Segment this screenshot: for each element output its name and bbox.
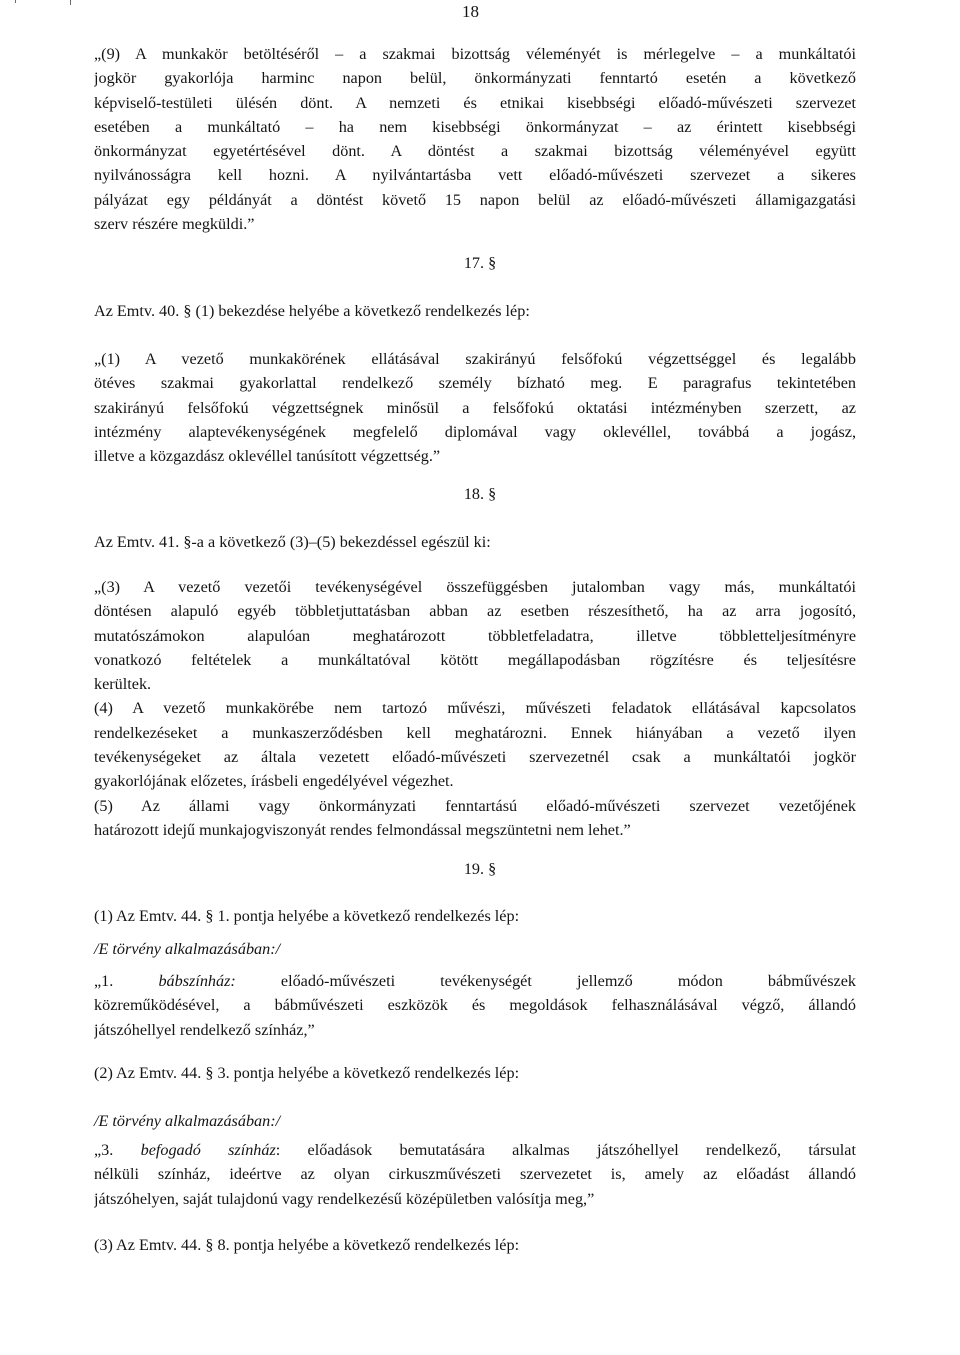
- text-line: döntésen alapuló egyéb többletjuttatásban abban az esetben részesíthető, ha az arra jogosító,: [94, 602, 856, 621]
- section-intro-19-1: (1) Az Emtv. 44. § 1. pontja helyébe a következő rendelkezés lép:: [94, 907, 520, 925]
- context-note: /E törvény alkalmazásában:/: [94, 1112, 281, 1130]
- text-line: mutatószámokon alapulóan meghatározott többletfeladatra, illetve többletteljesítményre: [94, 626, 856, 645]
- quote-definition-3: [94, 1138, 856, 1211]
- quote-paragraph-17-1: [94, 347, 856, 468]
- section-intro-19-3: (3) Az Emtv. 44. § 8. pontja helyébe a következő rendelkezés lép:: [94, 1236, 520, 1254]
- section-heading-18: 18. §: [463, 485, 497, 503]
- text-line: (5) Az állami vagy önkormányzati fenntartású előadó-művészeti szervezet vezetőjének: [94, 796, 856, 815]
- quote-paragraph-18: [94, 575, 856, 842]
- text-line: ötéves szakmai gyakorlattal rendelkező személy bízható meg. E paragrafus tekintetében: [94, 374, 856, 393]
- text-line: játszóhellyel rendelkező színház,”: [94, 1020, 315, 1039]
- quote-paragraph-9: [94, 42, 856, 236]
- section-heading-17: 17. §: [463, 254, 497, 272]
- text-line: (4) A vezető munkakörébe nem tartozó művészi, művészeti feladatok ellátásával kapcsolatos: [94, 699, 856, 718]
- text-line: „(9) A munkakör betöltéséről – a szakmai bizottság véleményét is mérlegelve – a munkáltatói: [94, 45, 856, 63]
- section-heading-19: 19. §: [463, 860, 497, 878]
- section-intro-18: Az Emtv. 41. §-a a következő (3)–(5) bekezdéssel egészül ki:: [94, 533, 491, 551]
- scan-mark: [15, 0, 16, 3]
- text-line: „1. bábszínház: előadó-művészeti tevékenységét jellemző módon bábművészek: [94, 972, 856, 990]
- text-line: határozott idejű munkajogviszonyát rendes felmondással megszüntetni nem lehet.”: [94, 820, 631, 839]
- defined-term: bábszínház:: [158, 972, 236, 990]
- text-line: nyilvánosságra kell hozni. A nyilvántartásba vett előadó-művészeti szervezet a sikeres: [94, 166, 856, 185]
- text-line: tevékenységeket az általa vezetett előadó-művészeti szervezetnél csak a munkáltatói jogkör: [94, 748, 856, 767]
- text-line: pályázat egy példányát a döntést követő 15 napon belül az előadó-művészeti államigazgatási: [94, 190, 856, 209]
- text-line: szerv részére megküldi.”: [94, 215, 255, 234]
- context-note: /E törvény alkalmazásában:/: [94, 940, 281, 958]
- text-line: illetve a közgazdász oklevéllel tanúsított végzettség.”: [94, 447, 441, 466]
- page-number: 18: [462, 2, 479, 21]
- text-line: intézmény alaptevékenységének megfelelő diplomával vagy oklevéllel, továbbá a jogász,: [94, 422, 856, 441]
- text-line: kerültek.: [94, 675, 152, 694]
- text-line: jogkör gyakorlója harminc napon belül, önkormányzati fenntartó esetén a következő: [94, 69, 856, 88]
- text-line: esetében a munkáltató – ha nem kisebbségi önkormányzat – az érintett kisebbségi: [94, 117, 856, 136]
- text-line: „(3) A vezető vezetői tevékenységével összefüggésben jutalomban vagy más, munkáltatói: [94, 578, 856, 596]
- scan-mark: [70, 0, 71, 5]
- text-line: nélküli színház, ideértve az olyan cirkuszművészeti szervezetet is, amely az előadást állandó: [94, 1165, 856, 1184]
- text-line: „(1) A vezető munkakörének ellátásával szakirányú felsőfokú végzettséggel és legalább: [94, 350, 856, 368]
- text-line: szakirányú felsőfokú végzettségnek minősül a felsőfokú oktatási intézményben szerzett, az: [94, 398, 856, 417]
- quote-definition-1: [94, 969, 856, 1042]
- text-line: vonatkozó feltételek a munkáltatóval kötött megállapodásban rögzítésre és teljesítésre: [94, 650, 856, 669]
- section-intro-17: Az Emtv. 40. § (1) bekezdése helyébe a következő rendelkezés lép:: [94, 302, 530, 320]
- text-line: gyakorlójának előzetes, írásbeli engedélyével végezhet.: [94, 772, 454, 791]
- text-line: önkormányzat egyetértésével dönt. A döntést a szakmai bizottság véleményével együtt: [94, 142, 856, 161]
- text-line: közreműködésével, a bábművészeti eszközök és megoldások felhasználásával végző, állandó: [94, 996, 856, 1015]
- defined-term: befogadó színház: [140, 1141, 276, 1159]
- text-line: képviselő-testületi ülésén dönt. A nemzeti és etnikai kisebbségi előadó-művészeti szervezet: [94, 93, 856, 112]
- text-line: játszóhelyen, saját tulajdonú vagy rendelkezésű középületben valósítja meg,”: [94, 1189, 595, 1208]
- text-line: „3. befogadó színház: előadások bemutatására alkalmas játszóhellyel rendelkező, társulat: [94, 1141, 856, 1159]
- text-line: rendelkezéseket a munkaszerződésben kell meghatározni. Ennek hiányában a vezető ilyen: [94, 723, 856, 742]
- section-intro-19-2: (2) Az Emtv. 44. § 3. pontja helyébe a következő rendelkezés lép:: [94, 1064, 520, 1082]
